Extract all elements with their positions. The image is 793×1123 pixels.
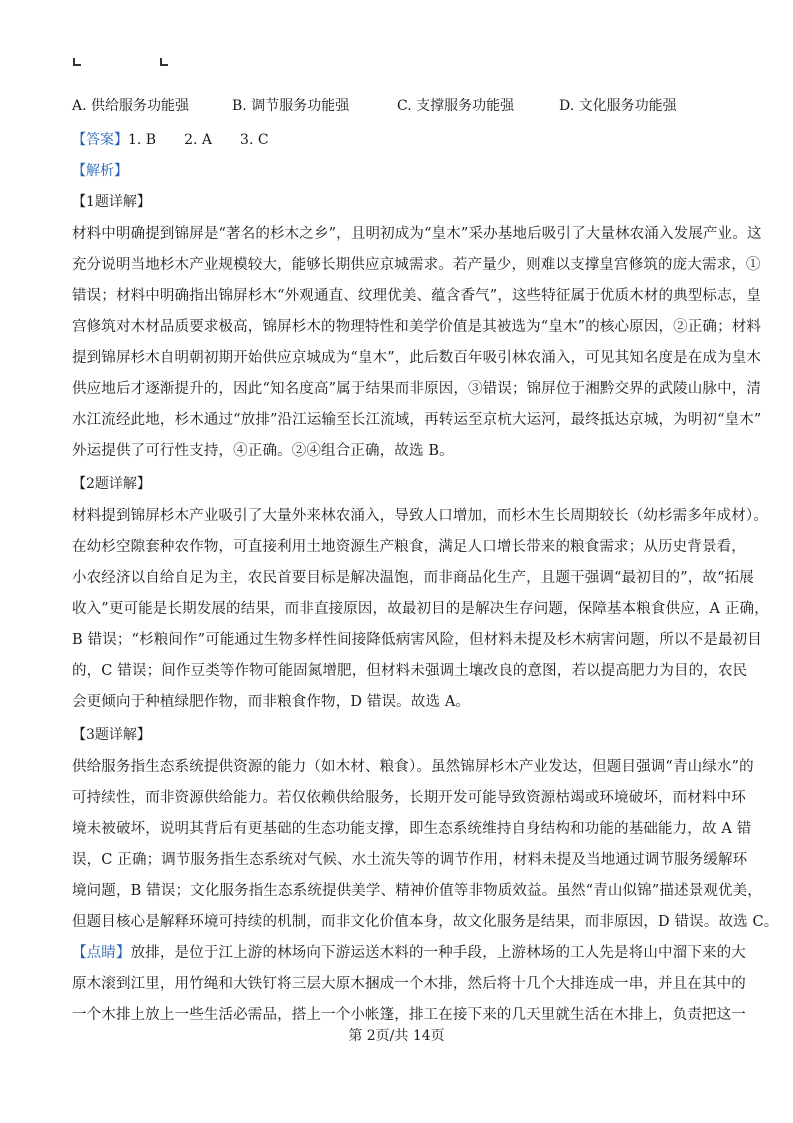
crop-mark-right [160,58,168,66]
q2-line: 会更倾向于种植绿肥作物，而非粮食作物，D 错误。故选 A。 [72,694,471,710]
option-c: C. 支撑服务功能强 [397,98,515,114]
q1-line: 充分说明当地杉木产业规模较大，能够长期供应京城需求。若产量少，则难以支撑皇宫修筑的庞大需求，① [72,257,761,273]
crop-mark-left [73,58,81,66]
q3-heading: 【3题详解】 [72,727,151,743]
q1-line: 材料中明确提到锦屏是“著名的杉木之乡”，且明初成为“皇木”采办基地后吸引了大量林农涌入发展产业。这 [72,226,762,242]
q3-line: 但题目核心是解释环境可持续的机制，而非文化价值本身，故文化服务是结果，而非原因，D 错误。故选 C。 [72,914,779,930]
answer-3: 3. C [240,132,269,148]
q1-heading: 【1题详解】 [72,194,151,210]
tip-label: 【点睛】 [72,945,131,961]
tip-first-line [72,941,746,962]
q2-line: 的，C 错误；间作豆类等作物可能固氮增肥，但材料未强调土壤改良的意图，若以提高肥力为目的，农民 [72,663,748,679]
option-d: D. 文化服务功能强 [559,98,677,114]
q1-line: 水江流经此地，杉木通过“放排”沿江运输至长江流域，再转运至京杭大运河，最终抵达京城，为明初“皇木” [72,412,762,428]
page-footer: 第 2页/共 14页 [348,1028,445,1044]
q1-line: 宫修筑对木材品质要求极高，锦屏杉木的物理特性和美学价值是其被选为“皇木”的核心原因，②正确；材料 [72,319,762,335]
answer-line [72,129,297,149]
tip-text: 放排，是位于江上游的林场向下游运送木料的一种手段，上游林场的工人先是将山中溜下来的大 [130,945,746,961]
q1-line: 错误；材料中明确指出锦屏杉木“外观通直、纹理优美、蕴含香气”，这些特征属于优质木材的典型标志，皇 [72,288,762,304]
tip-line: 原木滚到江里，用竹绳和大铁钉将三层大原木捆成一个木排，然后将十几个大排连成一串，并且在其中的 [72,976,746,992]
answer-options [72,95,732,117]
q2-line: 小农经济以自给自足为主，农民首要目标是解决温饱，而非商品化生产，且题干强调“最初目的”，故“拓展 [72,570,754,586]
q2-line: 材料提到锦屏杉木产业吸引了大量外来林农涌入，导致人口增加，而杉木生长周期较长（幼杉需多年成材）。 [72,508,768,524]
q3-line: 可持续性，而非资源供给能力。若仅依赖供给服务，长期开发可能导致资源枯竭或环境破坏，而材料中环 [72,790,746,806]
answer-2: 2. A [184,132,213,148]
option-b: B. 调节服务功能强 [232,98,350,114]
q2-line: B 错误；“杉粮间作”可能通过生物多样性间接降低病害风险，但材料未提及杉木病害问题，所以不是最初目 [72,632,762,648]
q3-line: 境问题，B 错误；文化服务指生态系统提供美学、精神价值等非物质效益。虽然“青山似锦”描述景观优美， [72,883,762,899]
q3-line: 误，C 正确；调节服务指生态系统对气候、水土流失等的调节作用，材料未提及当地通过调节服务缓解环 [72,852,748,868]
q2-line: 收入”更可能是长期发展的结果，而非直接原因，故最初目的是解决生存问题，保障基本粮食供应，A 正确， [72,601,769,617]
q3-line: 供给服务指生态系统提供资源的能力（如木材、粮食）。虽然锦屏杉木产业发达，但题目强调“青山绿水”的 [72,759,754,775]
tip-line: 一个木排上放上一些生活必需品，搭上一个小帐篷，排工在接下来的几天里就生活在木排上，负责把这一 [72,1007,746,1023]
q3-line: 境未被破坏，说明其背后有更基础的生态功能支撑，即生态系统维持自身结构和功能的基础能力，故 A 错 [72,821,752,837]
answer-1: 1. B [128,132,157,148]
q2-heading: 【2题详解】 [72,476,151,492]
q1-line: 外运提供了可行性支持，④正确。②④组合正确，故选 B。 [72,443,454,459]
q2-line: 在幼杉空隙套种农作物，可直接利用土地资源生产粮食，满足人口增长带来的粮食需求；从历史背景看， [72,539,746,555]
q1-line: 供应地后才逐渐提升的，因此“知名度高”属于结果而非原因，③错误；锦屏位于湘黔交界的武陵山脉中，清 [72,381,762,397]
option-a: A. 供给服务功能强 [72,98,190,114]
answer-label: 【答案】 [72,132,128,148]
analysis-label: 【解析】 [72,163,128,179]
q1-line: 提到锦屏杉木自明朝初期开始供应京城成为“皇木”，此后数百年吸引林农涌入，可见其知名度是在成为皇木 [72,350,762,366]
